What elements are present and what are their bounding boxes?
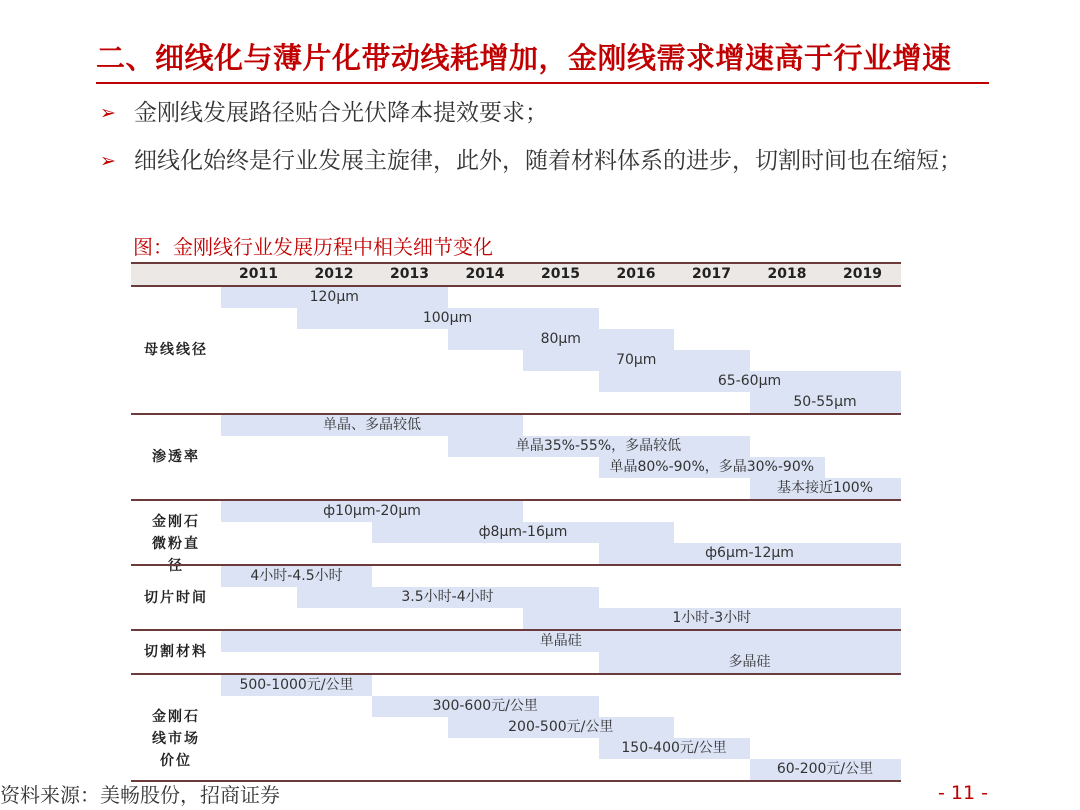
year-header: 2013: [390, 266, 429, 282]
timeline-bar-label: 70μm: [616, 352, 657, 368]
timeline-bar-label: 4小时-4.5小时: [250, 568, 343, 584]
timeline-bar-label: 120μm: [309, 289, 359, 305]
timeline-bar-label: 80μm: [540, 331, 581, 347]
category-label: 渗透率: [152, 449, 200, 465]
title-underline: [96, 82, 989, 84]
category-label: 金刚石微粉直: [152, 513, 200, 552]
timeline-bar-label: 300-600元/公里: [432, 698, 538, 714]
category-label: 母线线径: [144, 342, 208, 358]
year-header: 2017: [692, 266, 731, 282]
timeline-bar-label: ф10μm-20μm: [323, 503, 421, 519]
timeline-bar-label: ф8μm-16μm: [478, 524, 568, 540]
timeline-bar-label: 单晶35%-55%，多晶较低: [515, 438, 682, 454]
timeline-bar-label: 200-500元/公里: [508, 719, 614, 735]
year-header: 2018: [767, 266, 807, 282]
timeline-bar-label: ф6μm-12μm: [705, 545, 794, 561]
arrow-bullet-icon: ➢: [100, 150, 116, 172]
timeline-bar-label: 单晶80%-90%，多晶30%-90%: [609, 459, 815, 475]
timeline-bar-label: 60-200元/公里: [776, 761, 874, 777]
timeline-bar-label: 多晶硅: [728, 654, 771, 670]
year-header: 2011: [239, 266, 278, 282]
timeline-bar-label: 500-1000元/公里: [239, 677, 354, 693]
timeline-bar-label: 50-55μm: [793, 394, 857, 410]
timeline-bar-label: 100μm: [422, 310, 473, 326]
arrow-bullet-icon: ➢: [100, 102, 116, 124]
source-note: 资料来源：美畅股份，招商证券: [0, 783, 280, 807]
figure-caption: 图：金刚线行业发展历程中相关细节变化: [133, 235, 493, 259]
timeline-bar-label: 基本接近100%: [776, 480, 874, 496]
slide-title: 二、细线化与薄片化带动线耗增加，金刚线需求增速高于行业增速: [96, 41, 952, 75]
timeline-bar-label: 1小时-3小时: [672, 610, 752, 626]
timeline-bar-label: 65-60μm: [717, 373, 782, 389]
year-header: 2016: [616, 266, 656, 282]
page-number: - 11 -: [938, 782, 988, 804]
year-header: 2015: [541, 266, 580, 282]
category-label: 切片时间: [144, 589, 208, 606]
category-label: 金刚石线市场价位: [152, 708, 200, 769]
year-header: 2012: [314, 266, 354, 282]
timeline-bar-label: 3.5小时-4小时: [401, 589, 494, 605]
table-top-rule: [131, 262, 901, 264]
timeline-bar-label: 单晶硅: [539, 633, 582, 649]
timeline-bar-label: 150-400元/公里: [621, 740, 727, 756]
year-header: 2019: [843, 266, 882, 282]
year-header: 2014: [465, 266, 505, 282]
timeline-bar-label: 单晶、多晶较低: [323, 417, 421, 433]
bullet-2-text: 细线化始终是行业发展主旋律，此外，随着材料体系的进步，切割时间也在缩短；: [134, 148, 962, 174]
category-label: 切割材料: [144, 644, 208, 660]
timeline-table: [131, 263, 901, 777]
bullet-1-text: 金刚线发展路径贴合光伏降本提效要求；: [134, 100, 548, 126]
